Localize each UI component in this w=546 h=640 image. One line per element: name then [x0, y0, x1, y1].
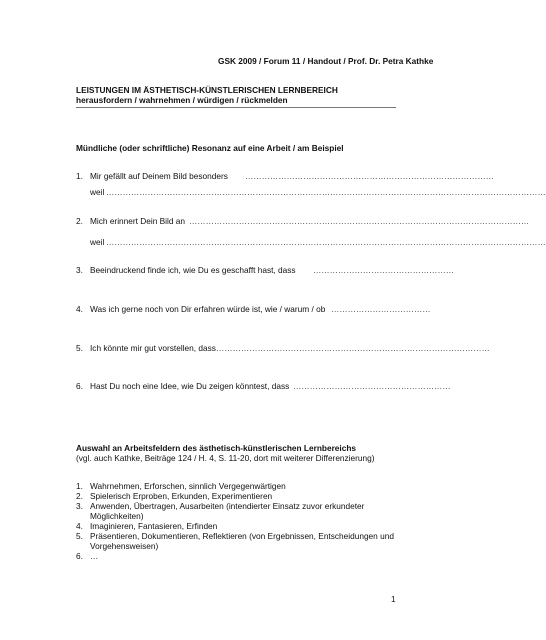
field-text: … [90, 551, 99, 561]
section2-heading: Auswahl an Arbeitsfeldern des ästhetisch-künstlerischen Lernbereichs [76, 443, 357, 453]
field-number: 3. [76, 501, 83, 511]
answer-line[interactable]: …………………………………………… [313, 265, 455, 275]
field-number: 1. [76, 481, 83, 491]
section1-heading: Mündliche (oder schriftliche) Resonanz auf eine Arbeit / am Beispiel [76, 143, 344, 153]
field-text: Anwenden, Übertragen, Ausarbeiten (intendierter Einsatz zuvor erkundeter [90, 501, 365, 511]
field-text: Wahrnehmen, Erforschen, sinnlich Vergegenwärtigen [90, 481, 286, 491]
prompt-text: Mir gefällt auf Deinem Bild besonders [90, 171, 228, 181]
section2-note: (vgl. auch Kathke, Beiträge 124 / H. 4, S. 11-20, dort mit weiterer Differenzierung) [76, 453, 375, 463]
answer-line[interactable]: …………………………………………………………………………………………………………………………………………… [106, 237, 546, 247]
answer-line[interactable]: …………………………………………………………………………………………………………… [189, 216, 530, 226]
answer-line[interactable]: ………………………………………………… [293, 381, 451, 391]
prompt-number: 5. [76, 343, 83, 353]
prompt-number: 1. [76, 171, 83, 181]
document-header: GSK 2009 / Forum 11 / Handout / Prof. Dr. Petra Kathke [218, 56, 434, 66]
prompt-continuation: weil [90, 237, 105, 247]
field-number: 5. [76, 531, 83, 541]
prompt-number: 2. [76, 216, 83, 226]
document-subtitle: herausfordern / wahrnehmen / würdigen / rückmelden [76, 95, 288, 105]
field-text: Imaginieren, Fantasieren, Erfinden [90, 521, 218, 531]
field-text: Spielerisch Erproben, Erkunden, Experimentieren [90, 491, 273, 501]
document-title: LEISTUNGEN IM ÄSTHETISCH-KÜNSTLERISCHEN LERNBEREICH [76, 85, 338, 95]
field-text: Möglichkeiten) [90, 511, 144, 521]
prompt-text: Mich erinnert Dein Bild an [90, 216, 185, 226]
field-number: 2. [76, 491, 83, 501]
prompt-number: 3. [76, 265, 83, 275]
prompt-text: Ich könnte mir gut vorstellen, dass [90, 343, 216, 353]
prompt-text: Beeindruckend finde ich, wie Du es geschafft hast, dass [90, 265, 296, 275]
answer-line[interactable]: …………………………………………………………………………………………………………………………………………… [106, 187, 546, 197]
answer-line[interactable]: ……………………………………………………………………………………… [216, 343, 490, 353]
answer-line[interactable]: ……………………………………………………………………………… [245, 171, 494, 181]
prompt-text: Hast Du noch eine Idee, wie Du zeigen könntest, dass [90, 381, 290, 391]
prompt-number: 4. [76, 304, 83, 314]
field-text: Vorgehensweisen) [90, 541, 159, 551]
field-text: Präsentieren, Dokumentieren, Reflektieren (von Ergebnissen, Entscheidungen und [90, 531, 394, 541]
prompt-text: Was ich gerne noch von Dir erfahren würde ist, wie / warum / ob [90, 304, 326, 314]
answer-line[interactable]: ……………………………… [331, 304, 431, 314]
prompt-continuation: weil [90, 187, 105, 197]
page-number: 1 [391, 594, 396, 604]
prompt-number: 6. [76, 381, 83, 391]
field-number: 4. [76, 521, 83, 531]
title-divider [76, 107, 396, 108]
field-number: 6. [76, 551, 83, 561]
